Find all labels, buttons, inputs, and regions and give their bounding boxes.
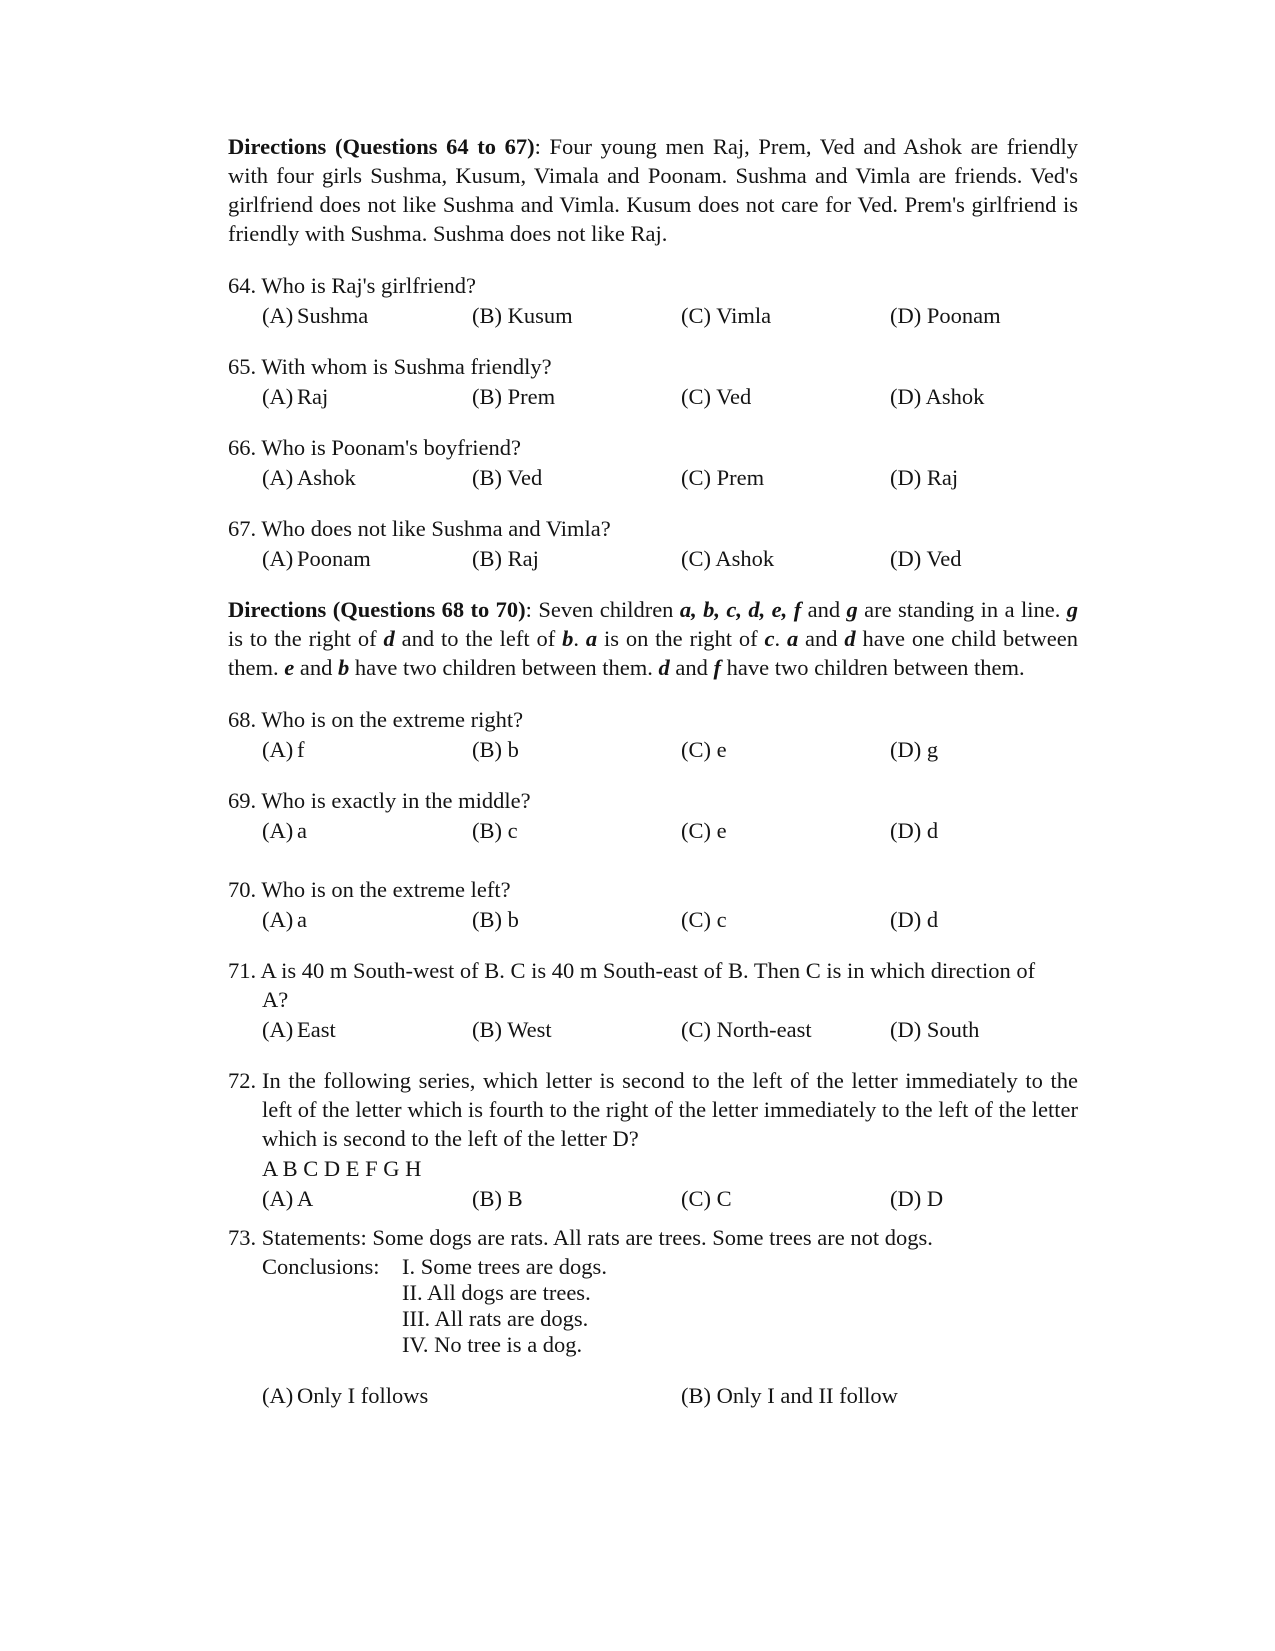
question-66-stem: 66. Who is Poonam's boyfriend?: [228, 435, 521, 460]
conclusion-item: I. Some trees are dogs.: [402, 1254, 607, 1279]
option-key: (C): [681, 1186, 711, 1211]
q67-option-b[interactable]: [472, 544, 539, 573]
letter-series: A B C D E F G H: [262, 1156, 422, 1181]
option-text: East: [297, 1017, 336, 1042]
q72-option-b[interactable]: [472, 1184, 523, 1213]
option-text: North-east: [716, 1017, 812, 1042]
child-name: c: [764, 626, 775, 651]
child-name: d: [383, 626, 395, 651]
option-text: Ashok: [715, 546, 775, 571]
option-key: (D): [890, 465, 922, 490]
option-key: (B): [472, 818, 502, 843]
directions-text: : Four young men Raj, Prem, Ved and Ashok are friendly with four girls Sushma, Kusum, Vimala and Poonam. Sushma and Vimla are friends. Ved's girlfriend does not like Sushma and Vimla. Kusum does not care for Ved. Prem's girlfriend is friendly with Sushma. Sushma does not like Raj.: [228, 134, 1078, 246]
child-name: e: [284, 655, 295, 680]
q68-option-b[interactable]: [472, 735, 519, 764]
option-text: Poonam: [926, 303, 1001, 328]
q70-option-a[interactable]: [262, 905, 307, 934]
q67-option-a[interactable]: [262, 544, 371, 573]
option-text: c: [716, 907, 727, 932]
q65-option-a[interactable]: [262, 382, 328, 411]
directions-text: is to the right of: [228, 626, 384, 651]
directions-text: have two children between them.: [349, 655, 659, 680]
q64-option-c[interactable]: [681, 301, 771, 330]
directions-text: and: [294, 655, 338, 680]
q72-option-a[interactable]: [262, 1184, 313, 1213]
option-text: e: [716, 818, 727, 843]
directions-text: have two children between them.: [721, 655, 1025, 680]
q71-option-c[interactable]: [681, 1015, 812, 1044]
directions-text: and: [798, 626, 845, 651]
option-key: (D): [890, 546, 922, 571]
option-key: (D): [890, 1186, 922, 1211]
q69-option-b[interactable]: [472, 816, 518, 845]
q70-option-c[interactable]: [681, 905, 727, 934]
q68-option-a[interactable]: [262, 735, 305, 764]
option-text: d: [926, 907, 939, 932]
directions-text: and to the left of: [394, 626, 563, 651]
option-text: a: [297, 818, 307, 843]
option-key: (C): [681, 465, 711, 490]
option-text: West: [507, 1017, 552, 1042]
q66-option-c[interactable]: [681, 463, 764, 492]
option-key: (A): [262, 465, 294, 490]
question-68-stem: 68. Who is on the extreme right?: [228, 707, 524, 732]
option-text: a: [297, 907, 307, 932]
option-key: (B): [472, 465, 502, 490]
option-text: Ashok: [297, 465, 356, 490]
option-key: (A): [262, 737, 294, 762]
q64-option-b[interactable]: [472, 301, 573, 330]
option-text: D: [926, 1186, 944, 1211]
child-name: b: [338, 655, 350, 680]
q68-option-c[interactable]: [681, 735, 727, 764]
directions-text: is on the right of: [597, 626, 765, 651]
option-text: c: [507, 818, 518, 843]
option-key: (B): [472, 907, 502, 932]
q67-option-d[interactable]: [890, 544, 961, 573]
option-key: (C): [681, 737, 711, 762]
directions-text: .: [573, 626, 586, 651]
child-names: a, b, c, d, e, f: [679, 597, 802, 622]
option-key: (A): [262, 303, 294, 328]
directions-text: are standing in a line.: [857, 597, 1067, 622]
child-name: a: [786, 626, 799, 651]
option-key: (A): [262, 384, 294, 409]
directions-label: Directions (Questions 68 to 70): [228, 597, 526, 622]
q68-option-d[interactable]: [890, 735, 938, 764]
option-key: (C): [681, 303, 711, 328]
q69-option-c[interactable]: [681, 816, 727, 845]
directions-text: and: [801, 597, 847, 622]
q70-option-d[interactable]: [890, 905, 938, 934]
question-65-stem: 65. With whom is Sushma friendly?: [228, 354, 552, 379]
child-name: d: [658, 655, 670, 680]
option-text: Only I and II follow: [716, 1383, 898, 1408]
option-key: (A): [262, 907, 294, 932]
option-text: b: [507, 907, 519, 932]
q71-option-d[interactable]: [890, 1015, 979, 1044]
option-key: (C): [681, 818, 711, 843]
option-key: (C): [681, 546, 711, 571]
option-text: Only I follows: [297, 1383, 429, 1408]
option-text: Ved: [507, 465, 543, 490]
option-text: Ashok: [925, 384, 985, 409]
option-text: d: [926, 818, 939, 843]
option-key: (C): [681, 384, 711, 409]
child-name: g: [846, 597, 858, 622]
child-name: a: [585, 626, 598, 651]
conclusions-label: Conclusions:: [262, 1254, 380, 1279]
q71-option-a[interactable]: [262, 1015, 336, 1044]
option-text: g: [926, 737, 939, 762]
option-key: (A): [262, 818, 294, 843]
q65-option-b[interactable]: [472, 382, 555, 411]
directions-text: and: [669, 655, 714, 680]
option-text: e: [716, 737, 727, 762]
option-key: (A): [262, 1017, 294, 1042]
option-key: (B): [681, 1383, 711, 1408]
directions-64-67: [228, 132, 1078, 248]
q64-option-a[interactable]: [262, 301, 368, 330]
option-key: (B): [472, 737, 502, 762]
child-name: b: [562, 626, 574, 651]
q66-option-a[interactable]: [262, 463, 356, 492]
option-key: (B): [472, 303, 502, 328]
option-key: (B): [472, 1017, 502, 1042]
option-text: A: [297, 1186, 314, 1211]
option-key: (C): [681, 1017, 711, 1042]
q73-option-b[interactable]: [681, 1381, 898, 1410]
question-71-stem: 71. A is 40 m South-west of B. C is 40 m South-east of B. Then C is in which direction of: [228, 958, 1036, 983]
directions-text: have one child between them.: [228, 626, 1078, 680]
option-text: Poonam: [297, 546, 371, 571]
q67-option-c[interactable]: [681, 544, 774, 573]
option-key: (A): [262, 546, 294, 571]
option-text: C: [716, 1186, 732, 1211]
option-key: (A): [262, 1383, 294, 1408]
option-text: b: [507, 737, 519, 762]
q70-option-b[interactable]: [472, 905, 519, 934]
question-64-stem: 64. Who is Raj's girlfriend?: [228, 273, 476, 298]
q65-option-c[interactable]: [681, 382, 751, 411]
question-69-stem: 69. Who is exactly in the middle?: [228, 788, 531, 813]
option-text: Ved: [716, 384, 752, 409]
option-key: (A): [262, 1186, 294, 1211]
conclusion-item: III. All rats are dogs.: [402, 1306, 589, 1331]
option-text: Prem: [716, 465, 765, 490]
child-name: d: [844, 626, 856, 651]
child-name: g: [1066, 597, 1078, 622]
conclusion-item: II. All dogs are trees.: [402, 1280, 591, 1305]
option-key: (B): [472, 546, 502, 571]
q66-option-d[interactable]: [890, 463, 958, 492]
option-key: (D): [890, 818, 922, 843]
conclusion-item: IV. No tree is a dog.: [402, 1332, 583, 1357]
option-text: Sushma: [297, 303, 369, 328]
question-70-stem: 70. Who is on the extreme left?: [228, 877, 511, 902]
q72-option-d[interactable]: [890, 1184, 943, 1213]
question-73-statements: 73. Statements: Some dogs are rats. All rats are trees. Some trees are not dogs.: [228, 1225, 933, 1250]
q73-option-a[interactable]: [262, 1381, 428, 1410]
option-key: (B): [472, 1186, 502, 1211]
option-key: (D): [890, 303, 922, 328]
q71-option-b[interactable]: [472, 1015, 552, 1044]
option-text: Raj: [507, 546, 539, 571]
option-key: (D): [890, 737, 922, 762]
q65-option-d[interactable]: [890, 382, 984, 411]
q69-option-d[interactable]: [890, 816, 938, 845]
child-name: f: [713, 655, 722, 680]
option-key: (D): [890, 907, 922, 932]
question-67-stem: 67. Who does not like Sushma and Vimla?: [228, 516, 611, 541]
question-72-stem: In the following series, which letter is second to the left of the letter immediately to the left of the letter which is fourth to the right of the letter immediately to the left of the letter which is second to the left of the letter D?: [262, 1068, 1078, 1151]
directions-text: .: [774, 626, 787, 651]
option-key: (C): [681, 907, 711, 932]
option-key: (D): [890, 384, 922, 409]
option-text: Raj: [297, 384, 329, 409]
option-key: (B): [472, 384, 502, 409]
option-text: Kusum: [507, 303, 573, 328]
option-text: f: [297, 737, 305, 762]
directions-label: Directions (Questions 64 to 67): [228, 134, 535, 159]
option-text: Ved: [926, 546, 962, 571]
option-text: South: [926, 1017, 980, 1042]
directions-text: : Seven children: [525, 597, 680, 622]
q66-option-b[interactable]: [472, 463, 542, 492]
option-text: B: [507, 1186, 523, 1211]
option-text: Vimla: [716, 303, 772, 328]
option-text: Raj: [926, 465, 959, 490]
question-72-number: 72.: [228, 1068, 257, 1093]
question-71-stem-cont: A?: [262, 987, 289, 1012]
q64-option-d[interactable]: [890, 301, 1001, 330]
directions-68-70: [228, 595, 1078, 682]
option-text: Prem: [507, 384, 556, 409]
q72-option-c[interactable]: [681, 1184, 732, 1213]
q69-option-a[interactable]: [262, 816, 307, 845]
option-key: (D): [890, 1017, 922, 1042]
